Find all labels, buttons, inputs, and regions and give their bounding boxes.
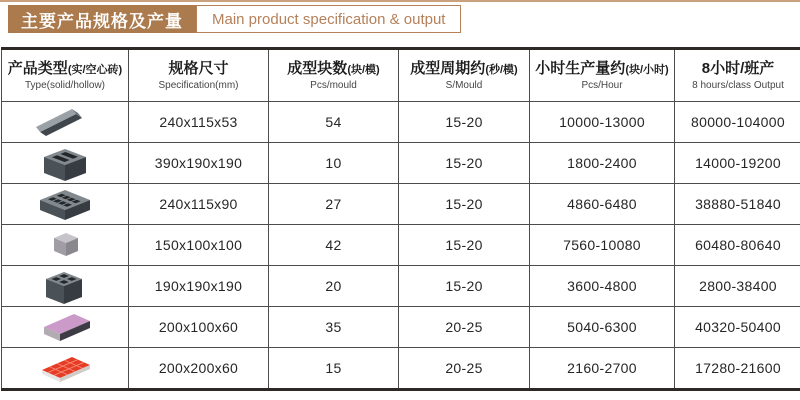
product-image-cell [2,348,129,390]
pcs-mould-cell: 20 [269,266,399,307]
perforated-brick-8-hole-icon [32,184,98,224]
pcs-mould-cell: 54 [269,102,399,143]
col-header-pcs-hour: 小时生产量约(块/小时) Pcs/Hour [530,49,675,102]
output-8h-cell: 40320-50400 [675,307,800,348]
cycle-cell: 15-20 [399,143,530,184]
product-image-cell [2,266,129,307]
output-8h-cell: 80000-104000 [675,102,800,143]
pcs-mould-cell: 35 [269,307,399,348]
table-header-row [2,49,800,102]
output-8h-cell: 60480-80640 [675,225,800,266]
pcs-hour-cell: 2160-2700 [530,348,675,390]
page-title-english: Main product specification & output [196,5,461,33]
pcs-hour-cell: 5040-6300 [530,307,675,348]
spec-cell: 200x100x60 [129,307,269,348]
spec-cell: 240x115x90 [129,184,269,225]
cycle-cell: 20-25 [399,307,530,348]
col-header-specification: 规格尺寸 Specification(mm) [129,49,269,102]
output-8h-cell: 2800-38400 [675,266,800,307]
pcs-mould-cell: 27 [269,184,399,225]
output-8h-cell: 38880-51840 [675,184,800,225]
spec-cell: 190x190x190 [129,266,269,307]
output-8h-cell: 14000-19200 [675,143,800,184]
pcs-hour-cell: 3600-4800 [530,266,675,307]
hollow-block-2-hole-icon [32,143,98,183]
table-row [2,102,800,143]
product-image-cell [2,184,129,225]
cycle-cell: 15-20 [399,102,530,143]
pcs-mould-cell: 10 [269,143,399,184]
table-row [2,266,800,307]
table-row [2,184,800,225]
pcs-hour-cell: 7560-10080 [530,225,675,266]
table-row [2,348,800,390]
col-header-pcs-mould: 成型块数(块/模) Pcs/mould [269,49,399,102]
spec-cell: 150x100x100 [129,225,269,266]
cycle-cell: 20-25 [399,348,530,390]
product-spec-table [1,47,800,391]
col-header-cycle: 成型周期约(秒/模) S/Mould [399,49,530,102]
col-header-type: 产品类型(实/空心砖) Type(solid/hollow) [2,49,129,102]
page-title-chinese: 主要产品规格及产量 [8,5,196,33]
spec-cell: 390x190x190 [129,143,269,184]
pcs-hour-cell: 1800-2400 [530,143,675,184]
col-header-8h-output: 8小时/班产 8 hours/class Output [675,49,800,102]
pcs-mould-cell: 42 [269,225,399,266]
cycle-cell: 15-20 [399,184,530,225]
table-row [2,225,800,266]
pink-paver-brick-icon [32,307,98,347]
pcs-mould-cell: 15 [269,348,399,390]
cycle-cell: 15-20 [399,225,530,266]
solid-slim-brick-icon [32,102,98,142]
output-8h-cell: 17280-21600 [675,348,800,390]
solid-gray-block-icon [32,225,98,265]
cycle-cell: 15-20 [399,266,530,307]
table-row [2,143,800,184]
product-image-cell [2,225,129,266]
red-paving-tile-icon [32,348,98,388]
product-image-cell [2,307,129,348]
cube-block-4-hole-icon [32,266,98,306]
spec-cell: 240x115x53 [129,102,269,143]
pcs-hour-cell: 4860-6480 [530,184,675,225]
spec-cell: 200x200x60 [129,348,269,390]
top-accent-line [0,0,800,2]
table-row [2,307,800,348]
page-header [8,5,461,33]
pcs-hour-cell: 10000-13000 [530,102,675,143]
product-image-cell [2,102,129,143]
product-image-cell [2,143,129,184]
